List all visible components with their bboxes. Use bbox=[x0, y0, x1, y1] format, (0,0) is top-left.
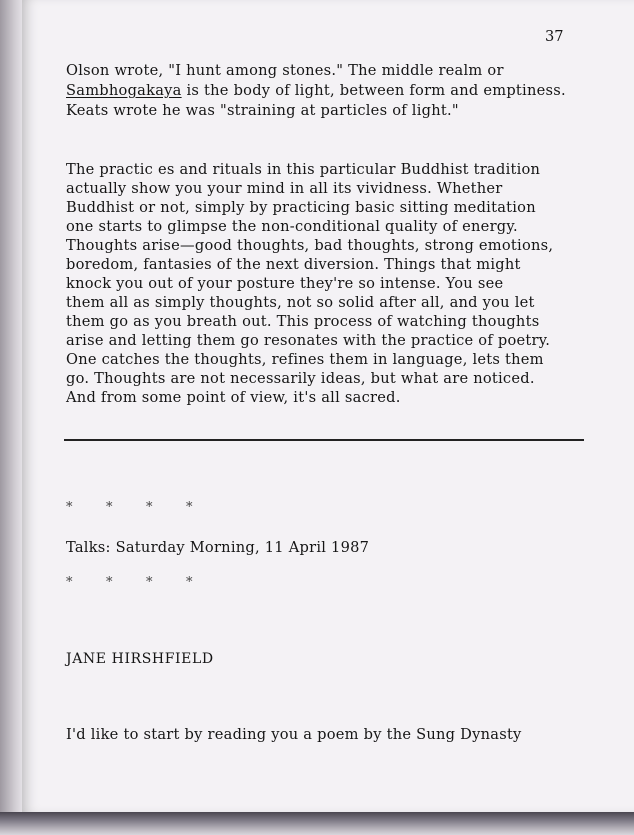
para2-line-2: actually show you your mind in all its vividness. Whether bbox=[66, 180, 503, 197]
para2-line-13: And from some point of view, it's all sacred. bbox=[66, 389, 401, 406]
para2-line-7: knock you out of your posture they're so intense. You see bbox=[66, 275, 504, 292]
page-bottom-edge bbox=[0, 812, 634, 835]
horizontal-rule bbox=[64, 439, 584, 441]
para2-line-4: one starts to glimpse the non-conditional quality of energy. bbox=[66, 218, 518, 235]
star-6: * bbox=[106, 575, 113, 590]
para2-line-11: One catches the thoughts, refines them in language, lets them bbox=[66, 351, 544, 368]
star-8: * bbox=[186, 575, 193, 590]
page-number: 37 bbox=[545, 28, 564, 45]
para2-line-12: go. Thoughts are not necessarily ideas, but what are noticed. bbox=[66, 370, 535, 387]
star-7: * bbox=[146, 575, 153, 590]
para2-line-6: boredom, fantasies of the next diversion. Things that might bbox=[66, 256, 521, 273]
para1-line-3: Keats wrote he was "straining at particles of light." bbox=[66, 102, 459, 119]
book-spine-shadow bbox=[0, 0, 22, 812]
closing-line: I'd like to start by reading you a poem by the Sung Dynasty bbox=[66, 726, 522, 743]
sambhogakaya-term: Sambhogakaya bbox=[66, 82, 182, 99]
para2-line-3: Buddhist or not, simply by practicing basic sitting meditation bbox=[66, 199, 536, 216]
star-5: * bbox=[66, 575, 73, 590]
star-2: * bbox=[106, 500, 113, 515]
talks-heading: Talks: Saturday Morning, 11 April 1987 bbox=[66, 539, 370, 556]
para2-line-9: them go as you breath out. This process of watching thoughts bbox=[66, 313, 540, 330]
para2-line-8: them all as simply thoughts, not so solid after all, and you let bbox=[66, 294, 535, 311]
para1-line-2 bbox=[66, 82, 566, 99]
para2-line-1: The practic es and rituals in this particular Buddhist tradition bbox=[66, 161, 541, 178]
star-3: * bbox=[146, 500, 153, 515]
para1-line-1: Olson wrote, "I hunt among stones." The middle realm or bbox=[66, 62, 504, 79]
star-4: * bbox=[186, 500, 193, 515]
para2-line-10: arise and letting them go resonates with the practice of poetry. bbox=[66, 332, 551, 349]
star-1: * bbox=[66, 500, 73, 515]
para1-line-2-rest: is the body of light, between form and emptiness. bbox=[186, 82, 566, 99]
para2-line-5: Thoughts arise—good thoughts, bad thoughts, strong emotions, bbox=[66, 237, 554, 254]
speaker-name: JANE HIRSHFIELD bbox=[66, 651, 214, 667]
book-page bbox=[22, 0, 634, 812]
